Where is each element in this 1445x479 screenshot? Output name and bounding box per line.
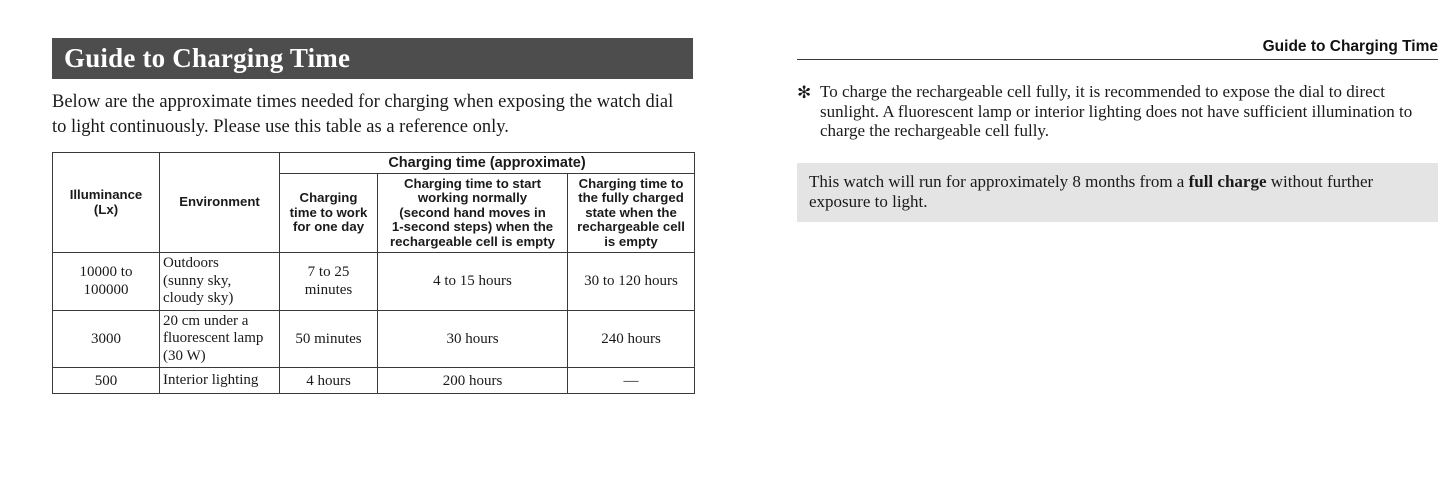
cell-one-day <box>280 310 378 368</box>
callout-text-part1: This watch will run for approximately 8 months from a <box>809 171 1189 191</box>
callout-text-part2: without further exposure to light. <box>809 171 1374 211</box>
header-environment <box>160 153 280 253</box>
header-start-normal-line-5: rechargeable cell is empty <box>390 233 555 249</box>
cell-text: 3000 <box>91 330 121 347</box>
table-header-group-row <box>53 153 695 174</box>
cell-text: 4 to 15 hours <box>433 273 512 290</box>
header-one-day <box>280 174 378 253</box>
charging-time-table <box>52 152 695 394</box>
right-page-column <box>797 38 1438 222</box>
header-start-normal-line-3: (second hand moves in <box>399 204 546 220</box>
note-text: To charge the rechargeable cell fully, it is recommended to expose the dial to direct sunlight. A fluorescent lamp or interior lighting does not have sufficient illumination to charge the rechargeable cell fully. <box>820 82 1413 140</box>
cell-illuminance <box>53 253 160 311</box>
header-one-day-line-3: for one day <box>292 219 365 235</box>
callout-emphasis: full charge <box>1188 171 1267 191</box>
cell-one-day <box>280 253 378 311</box>
cell-start-normal <box>378 253 568 311</box>
cell-text: 200 hours <box>442 372 503 389</box>
header-full-charge-line-4: rechargeable cell <box>577 219 685 235</box>
header-full-charge-line-3: state when the <box>585 204 677 220</box>
cell-text: Interior lighting <box>163 371 259 388</box>
cell-text: 10000 to <box>79 264 133 281</box>
header-start-normal-line-1: Charging time to start <box>403 175 541 191</box>
header-full-charge <box>568 174 695 253</box>
cell-illuminance <box>53 368 160 394</box>
cell-text: 240 hours <box>601 330 661 347</box>
header-illuminance <box>53 153 160 253</box>
cell-one-day <box>280 368 378 394</box>
cell-text: 500 <box>94 372 118 389</box>
cell-text: 7 to 25 <box>307 264 350 281</box>
intro-paragraph: Below are the approximate times needed for charging when exposing the watch dial to light continuously. Please use this table as a reference only. <box>52 92 674 137</box>
cell-start-normal <box>378 310 568 368</box>
cell-start-normal <box>378 368 568 394</box>
cell-text: Outdoors <box>163 255 219 271</box>
header-charging-time-group: Charging time (approximate) <box>280 153 695 174</box>
cell-text: 100000 <box>83 282 129 299</box>
header-illuminance-line-2: (Lx) <box>93 201 119 217</box>
header-full-charge-line-1: Charging time to <box>578 175 684 191</box>
cell-text: 20 cm under a <box>163 312 249 329</box>
cell-text: — <box>623 372 639 389</box>
callout-box <box>797 163 1438 222</box>
asterisk-icon: ✻ <box>797 83 812 102</box>
section-title-banner: Guide to Charging Time <box>52 38 693 79</box>
cell-text: 30 to 120 hours <box>584 273 678 290</box>
cell-full-charge <box>568 253 695 311</box>
left-page-column <box>52 38 697 394</box>
cell-text: (sunny sky, <box>163 272 232 289</box>
table-row <box>53 253 695 311</box>
running-head: Guide to Charging Time <box>797 38 1438 60</box>
header-illuminance-line-1: Illuminance <box>69 187 143 202</box>
header-full-charge-line-5: is empty <box>604 233 658 249</box>
table-row <box>53 310 695 368</box>
header-one-day-line-1: Charging <box>299 190 358 206</box>
header-one-day-line-2: time to work <box>289 204 368 220</box>
note-block <box>797 82 1438 141</box>
cell-text: 4 hours <box>306 372 351 389</box>
header-start-normal <box>378 174 568 253</box>
cell-illuminance <box>53 310 160 368</box>
cell-environment <box>160 310 280 368</box>
header-environment-line-1: Environment <box>179 194 260 210</box>
cell-text: fluorescent lamp <box>163 330 264 346</box>
header-full-charge-line-2: the fully charged <box>578 190 684 206</box>
cell-full-charge <box>568 368 695 394</box>
table-row <box>53 368 695 394</box>
header-start-normal-line-4: 1-second steps) when the <box>391 219 554 235</box>
header-start-normal-line-2: working normally <box>417 190 528 206</box>
cell-text: 50 minutes <box>295 330 362 347</box>
cell-text: cloudy sky) <box>163 290 234 306</box>
cell-text: 30 hours <box>446 330 499 347</box>
cell-text: minutes <box>304 282 353 299</box>
cell-text: (30 W) <box>163 347 206 364</box>
cell-environment <box>160 368 280 394</box>
cell-full-charge <box>568 310 695 368</box>
cell-environment <box>160 253 280 311</box>
